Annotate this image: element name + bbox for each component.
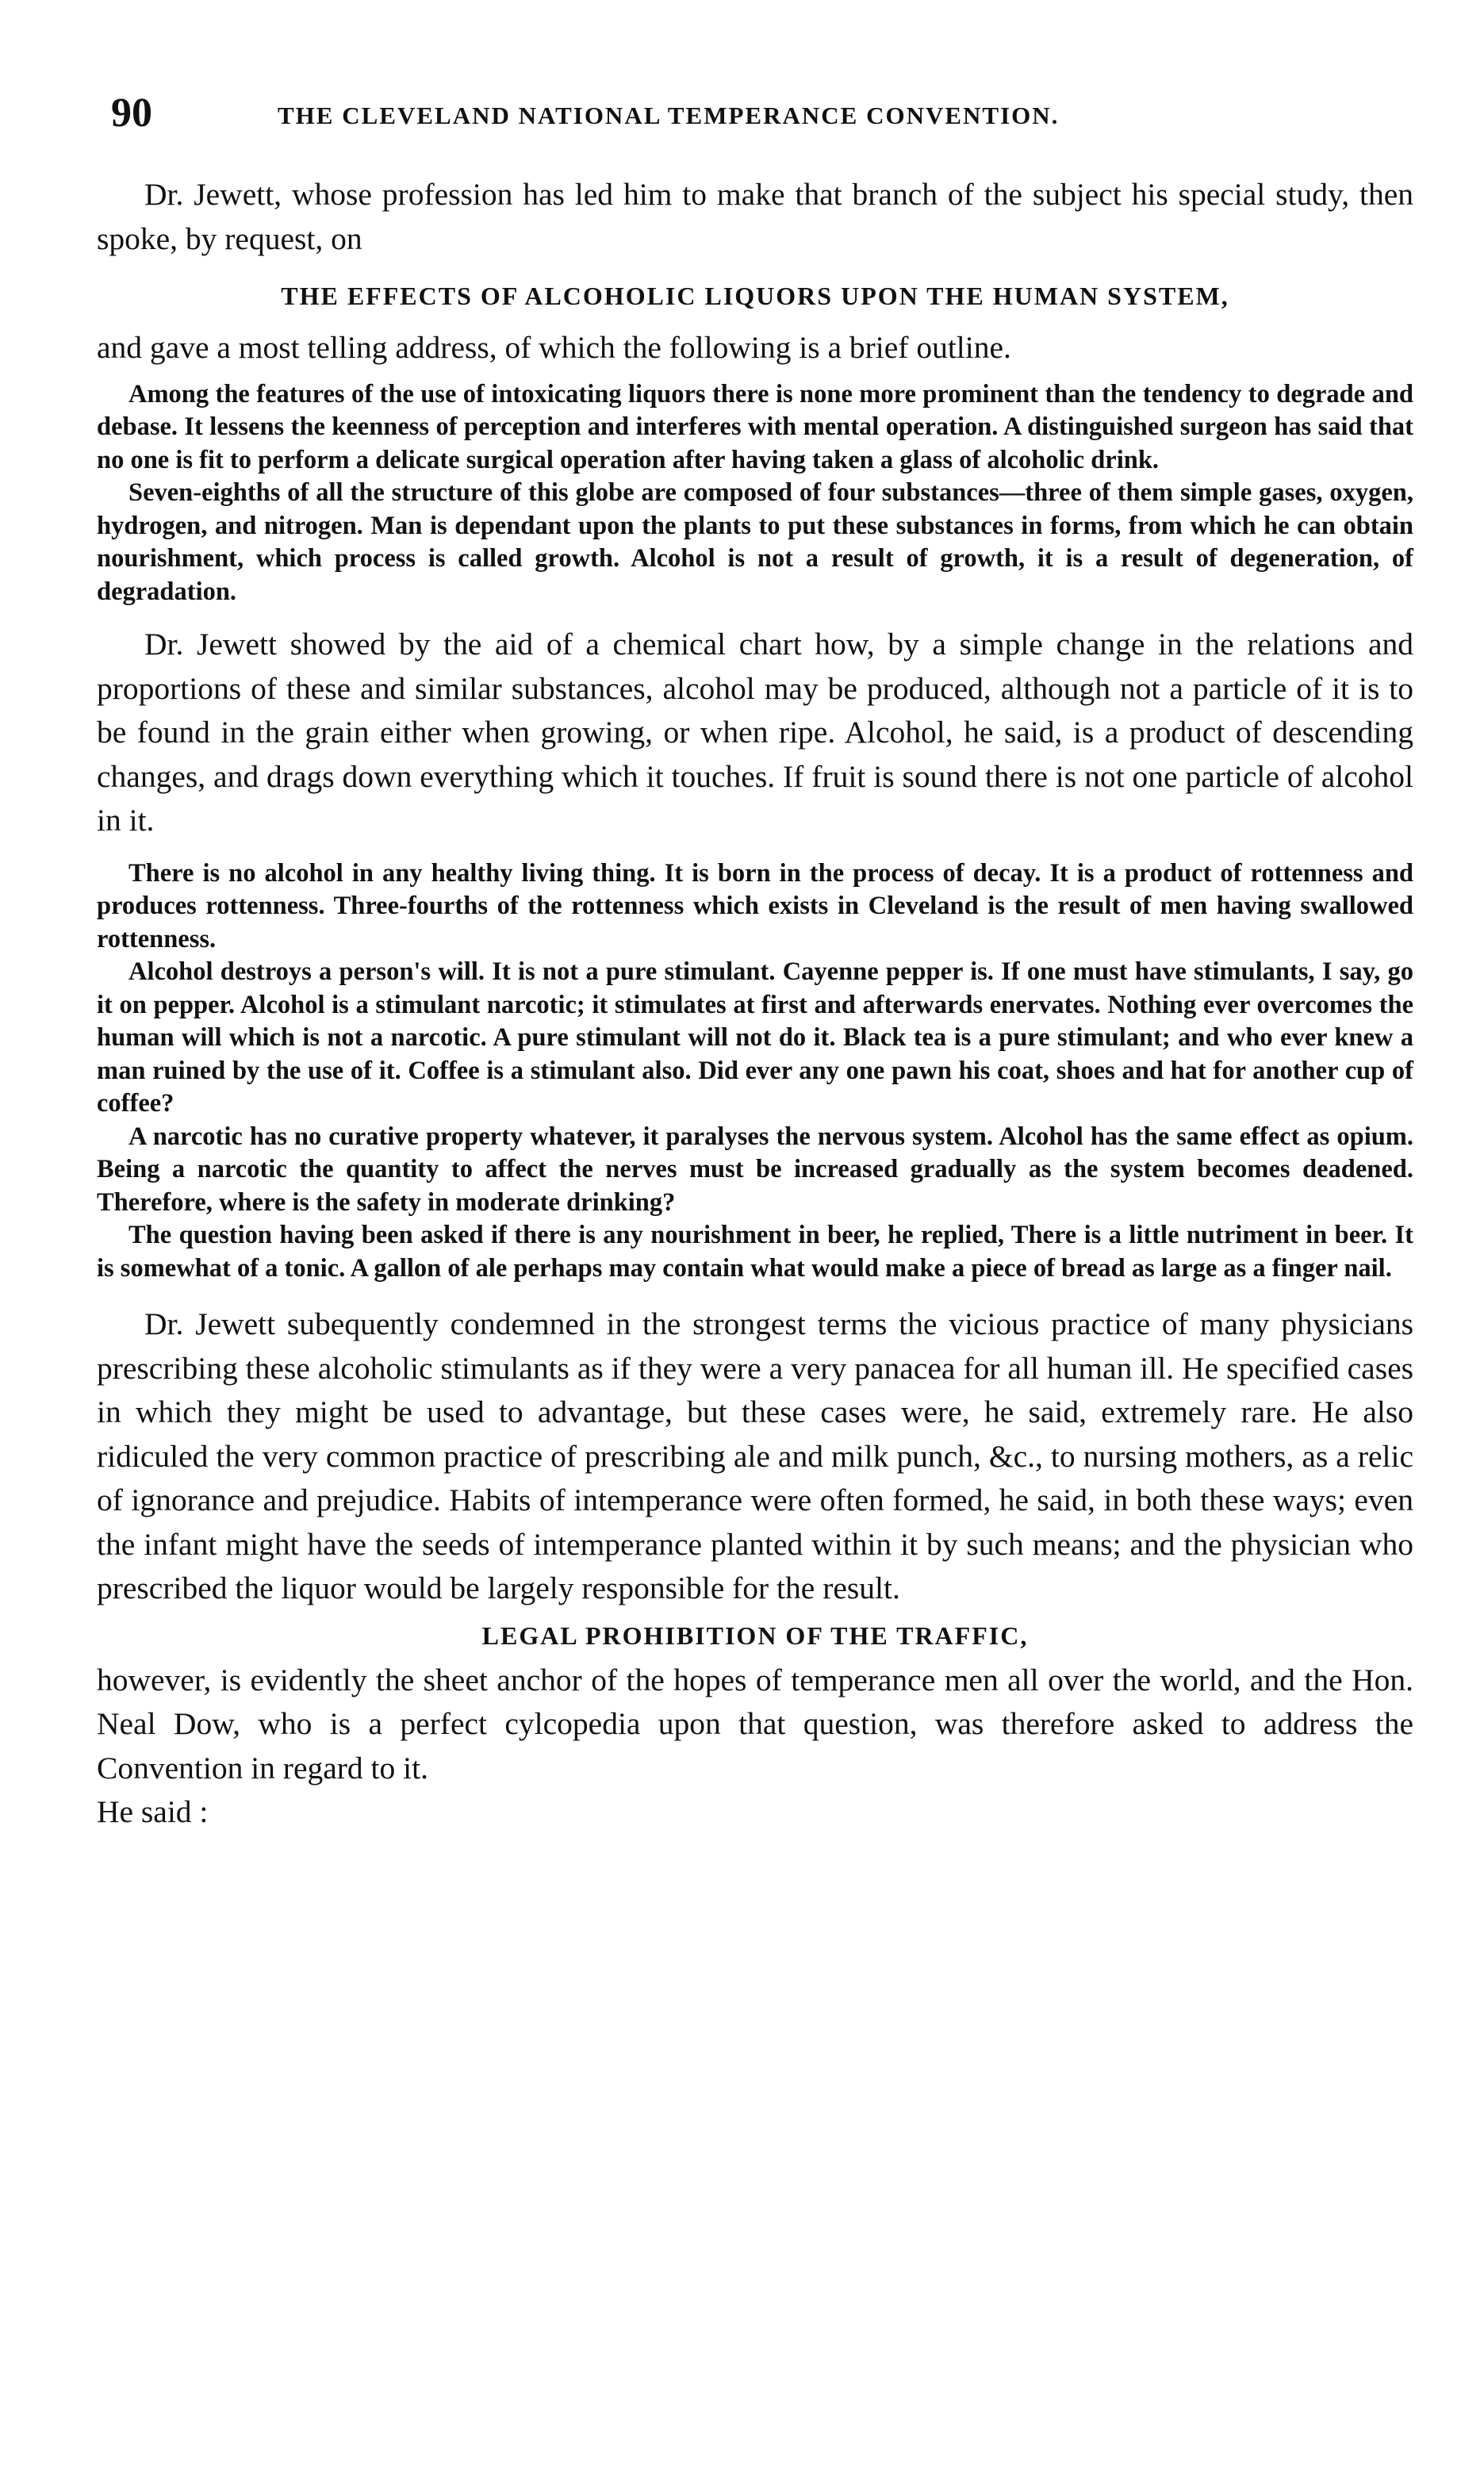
section-heading-prohibition: LEGAL PROHIBITION OF THE TRAFFIC, [481,1621,1029,1650]
outline-block-2 [97,857,1413,1286]
outline-paragraph: The question having been asked if there is any nourishment in beer, he replied, There is a little nutriment in beer. It is somewhat of a tonic. A gallon of ale perhaps may contain what would make a piece of bread as large as a finger nail. [97,1221,1413,1283]
he-said-line: He said : [97,1794,209,1829]
chart-paragraph: Dr. Jewett showed by the aid of a chemical chart how, by a simple change in the relations and proportions of these and similar substances, alcohol may be produced, although not a particle of it is to be found in the grain either when growing, or when ripe. Alcohol, he said, is a product of descending changes, and drags down everything which it touches. If fruit is sound there is not one particle of alcohol in it. [97,627,1413,838]
outline-paragraph: Alcohol destroys a person's will. It is not a pure stimulant. Cayenne pepper is. If one must have stimulants, I say, go it on pepper. Alcohol is a stimulant narcotic; it stimulates at first and afterwards enervates. Nothing ever overcomes the human will which is not a narcotic. A pure stimulant will not do it. Black tea is a pure stimulant; and who ever knew a man ruined by the use of it. Coffee is a stimulant also. Did ever any one pawn his coat, shoes and hat for another cup of coffee? [97,957,1413,1118]
intro-paragraph: Dr. Jewett, whose profession has led him to make that branch of the subject his special study, then spoke, by request, on [97,177,1413,256]
outline-paragraph: There is no alcohol in any healthy living thing. It is born in the process of decay. It is a product of rottenness and produces rottenness. Three-fourths of the rottenness which exists in Cleveland is the result of men having swallowed rottenness. [97,858,1413,953]
outline-block-1 [97,378,1413,609]
final-paragraph: however, is evidently the sheet anchor of the hopes of temperance men all over the world, and the Hon. Neal Dow, who is a perfect cylcopedia upon that question, was therefore asked to address the Convention in regard to it. [97,1662,1413,1785]
section-heading-effects: THE EFFECTS OF ALCOHOLIC LIQUORS UPON THE HUMAN SYSTEM, [281,282,1229,310]
outline-paragraph: Seven-eighths of all the structure of this globe are composed of four substances—three of them simple gases, oxygen, hydrogen, and nitrogen. Man is dependant upon the plants to put these substances in forms, from which he can obtain nourishment, which process is called growth. Alcohol is not a result of growth, it is a result of degeneration, of degradation. [97,478,1413,606]
outline-paragraph: Among the features of the use of intoxicating liquors there is none more prominent than the tendency to degrade and debase. It lessens the keenness of perception and interferes with mental operation. A distinguished surgeon has said that no one is fit to perform a delicate surgical operation after having taken a glass of alcoholic drink. [97,379,1413,474]
page-header [111,89,1412,144]
text-column [97,173,1413,1835]
after-heading-paragraph: and gave a most telling address, of which the following is a brief outline. [97,330,1011,365]
outline-paragraph: A narcotic has no curative property whatever, it paralyses the nervous system. Alcohol has the same effect as opium. Being a narcotic the quantity to affect the nerves must be increased gradually as the system becomes deadened. Therefore, where is the safety in moderate drinking? [97,1122,1413,1217]
running-head: THE CLEVELAND NATIONAL TEMPERANCE CONVENTION. [278,102,1060,129]
closing-paragraph: Dr. Jewett subequently condemned in the strongest terms the vicious practice of many physicians prescribing these alcoholic stimulants as if they were a very panacea for all human ill. He specified cases in which they might be used to advantage, but these cases were, he said, extremely rare. He also ridiculed the very common practice of prescribing ale and milk punch, &c., to nursing mothers, as a relic of ignorance and prejudice. Habits of intemperance were often formed, he said, in both these ways; even the infant might have the seeds of intemperance planted within it by such means; and the physician who prescribed the liquor would be largely responsible for the result. [97,1306,1413,1605]
page-number: 90 [111,90,152,136]
